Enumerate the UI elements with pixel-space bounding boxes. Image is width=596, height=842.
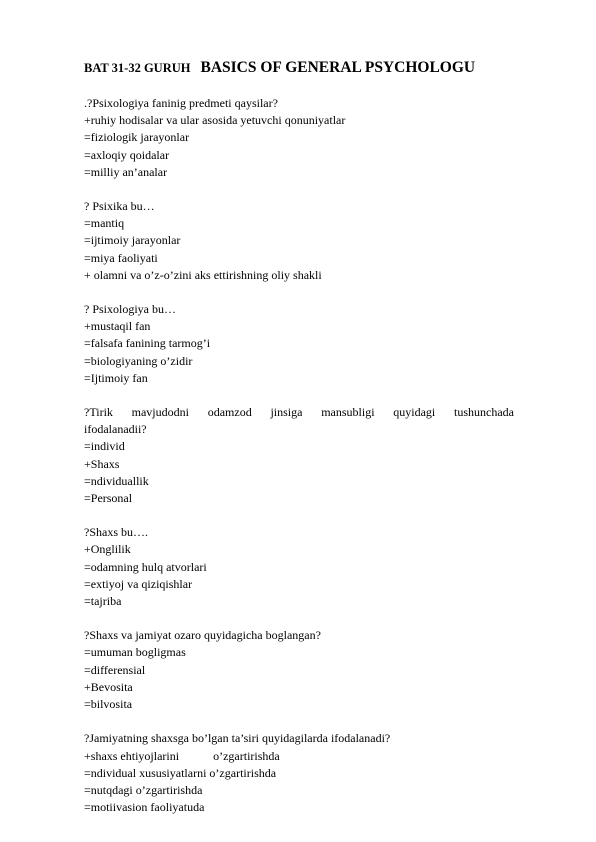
answer-option: =axloqiy qoidalar	[84, 147, 170, 162]
question-text: ?Jamiyatning shaxsga bo’lgan ta’siri quyidagilarda ifodalanadi?	[84, 731, 391, 746]
answer-option: +Onglilik	[84, 542, 131, 557]
answer-option: =miya faoliyati	[84, 250, 158, 265]
group-label: BAT 31-32 GURUH	[84, 61, 191, 75]
question-block-1	[84, 95, 514, 181]
question-block-4	[84, 404, 514, 507]
answer-option: =tajriba	[84, 594, 122, 609]
answer-option: =umuman bogligmas	[84, 645, 186, 660]
page-title: BASICS OF GENERAL PSYCHOLOGU	[200, 59, 476, 76]
answer-option: =odamning hulq atvorlari	[84, 559, 207, 574]
question-text: ? Psixika bu…	[84, 199, 155, 214]
question-text: ?Shaxs va jamiyat ozaro quyidagicha boglangan?	[84, 628, 321, 643]
answer-option: =nutqdagi o’zgartirishda	[84, 782, 203, 797]
answer-option: =ndividuallik	[84, 473, 149, 488]
answer-option: =ndividual xususiyatlarni o’zgartirishda	[84, 765, 277, 780]
question-text: ?Shaxs bu….	[84, 525, 148, 540]
answer-option: =Personal	[84, 491, 133, 506]
answer-option: +ruhiy hodisalar va ular asosida yetuvchi qonuniyatlar	[84, 113, 346, 128]
document-page	[84, 59, 514, 833]
answer-option: +mustaqil fan	[84, 319, 151, 334]
answer-option	[84, 748, 514, 765]
answer-option: =motiivasion faoliyatuda	[84, 800, 205, 815]
answer-option: =falsafa fanining tarmog’i	[84, 336, 211, 351]
answer-option: =biologiyaning o’zidir	[84, 353, 193, 368]
question-block-2	[84, 198, 514, 284]
answer-option: + olamni va o’z-o’zini aks ettirishning oliy shakli	[84, 267, 322, 282]
question-text-line-2: ifodalanadii?	[84, 422, 147, 437]
answer-option: =fiziologik jarayonlar	[84, 130, 190, 145]
answer-option: +Bevosita	[84, 679, 133, 694]
answer-option: =differensial	[84, 662, 146, 677]
answer-option: =extiyoj va qiziqishlar	[84, 576, 193, 591]
question-block-7	[84, 730, 514, 816]
answer-option: =milliy an’analar	[84, 164, 168, 179]
question-text-line-1: ?Tirik mavjudodni odamzod jinsiga mansubligi quyidagi tushunchada	[84, 405, 514, 420]
question-block-5	[84, 524, 514, 610]
answer-option: =individ	[84, 439, 125, 454]
question-block-3	[84, 301, 514, 387]
question-text: ? Psixologiya bu…	[84, 302, 176, 317]
document-header	[84, 59, 514, 77]
answer-option: +Shaxs	[84, 456, 120, 471]
answer-option: =Ijtimoiy fan	[84, 370, 148, 385]
answer-option: =bilvosita	[84, 697, 133, 712]
question-block-6	[84, 627, 514, 713]
answer-option-part-2: o’zgartirishda	[213, 748, 280, 763]
answer-option: =ijtimoiy jarayonlar	[84, 233, 181, 248]
question-text: .?Psixologiya faninig predmeti qaysilar?	[84, 96, 278, 110]
answer-option-part-1: +shaxs ehtiyojlarini	[84, 748, 180, 763]
answer-option: =mantiq	[84, 216, 125, 231]
